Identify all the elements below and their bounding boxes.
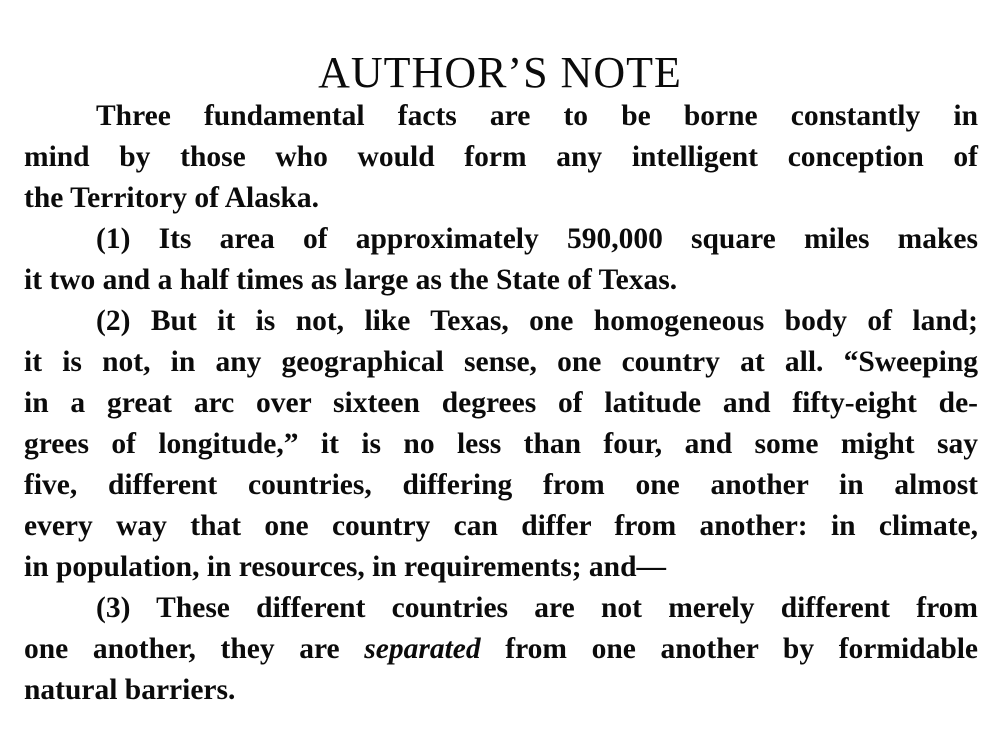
paragraph-line: grees of longitude,” it is no less than four, and some might say	[24, 428, 978, 460]
paragraph-line: mind by those who would form any intelligent conception of	[24, 141, 978, 173]
paragraph-line: five, different countries, differing from one another in almost	[24, 469, 978, 501]
paragraph-line: (1) Its area of approximately 590,000 square miles makes	[96, 223, 978, 255]
paragraph-1	[24, 96, 978, 219]
paragraph-line: in a great arc over sixteen degrees of latitude and fifty-eight de-	[24, 387, 978, 419]
paragraph-line: it two and a half times as large as the State of Texas.	[24, 264, 678, 296]
paragraph-4	[24, 588, 978, 711]
paragraph-line: the Territory of Alaska.	[24, 182, 319, 214]
paragraph-3	[24, 301, 978, 588]
paragraph-line: natural barriers.	[24, 674, 236, 706]
paragraph-line: (2) But it is not, like Texas, one homogeneous body of land;	[96, 305, 978, 337]
paragraph-line: Three fundamental facts are to be borne constantly in	[96, 100, 978, 132]
page-title: AUTHOR’S NOTE	[318, 48, 682, 98]
line-segment: one another, they are	[24, 633, 340, 665]
paragraph-line: (3) These different countries are not merely different from	[96, 592, 978, 624]
paragraph-line: every way that one country can differ from another: in climate,	[24, 510, 978, 542]
line-segment: from one another by formidable	[505, 633, 979, 665]
paragraph-2	[24, 219, 978, 301]
emphasized-word: separated	[364, 633, 481, 665]
paragraph-line: it is not, in any geographical sense, one country at all. “Sweeping	[24, 346, 978, 378]
paragraph-line-with-emphasis	[24, 629, 978, 670]
paragraph-line: in population, in resources, in requirements; and—	[24, 551, 666, 583]
